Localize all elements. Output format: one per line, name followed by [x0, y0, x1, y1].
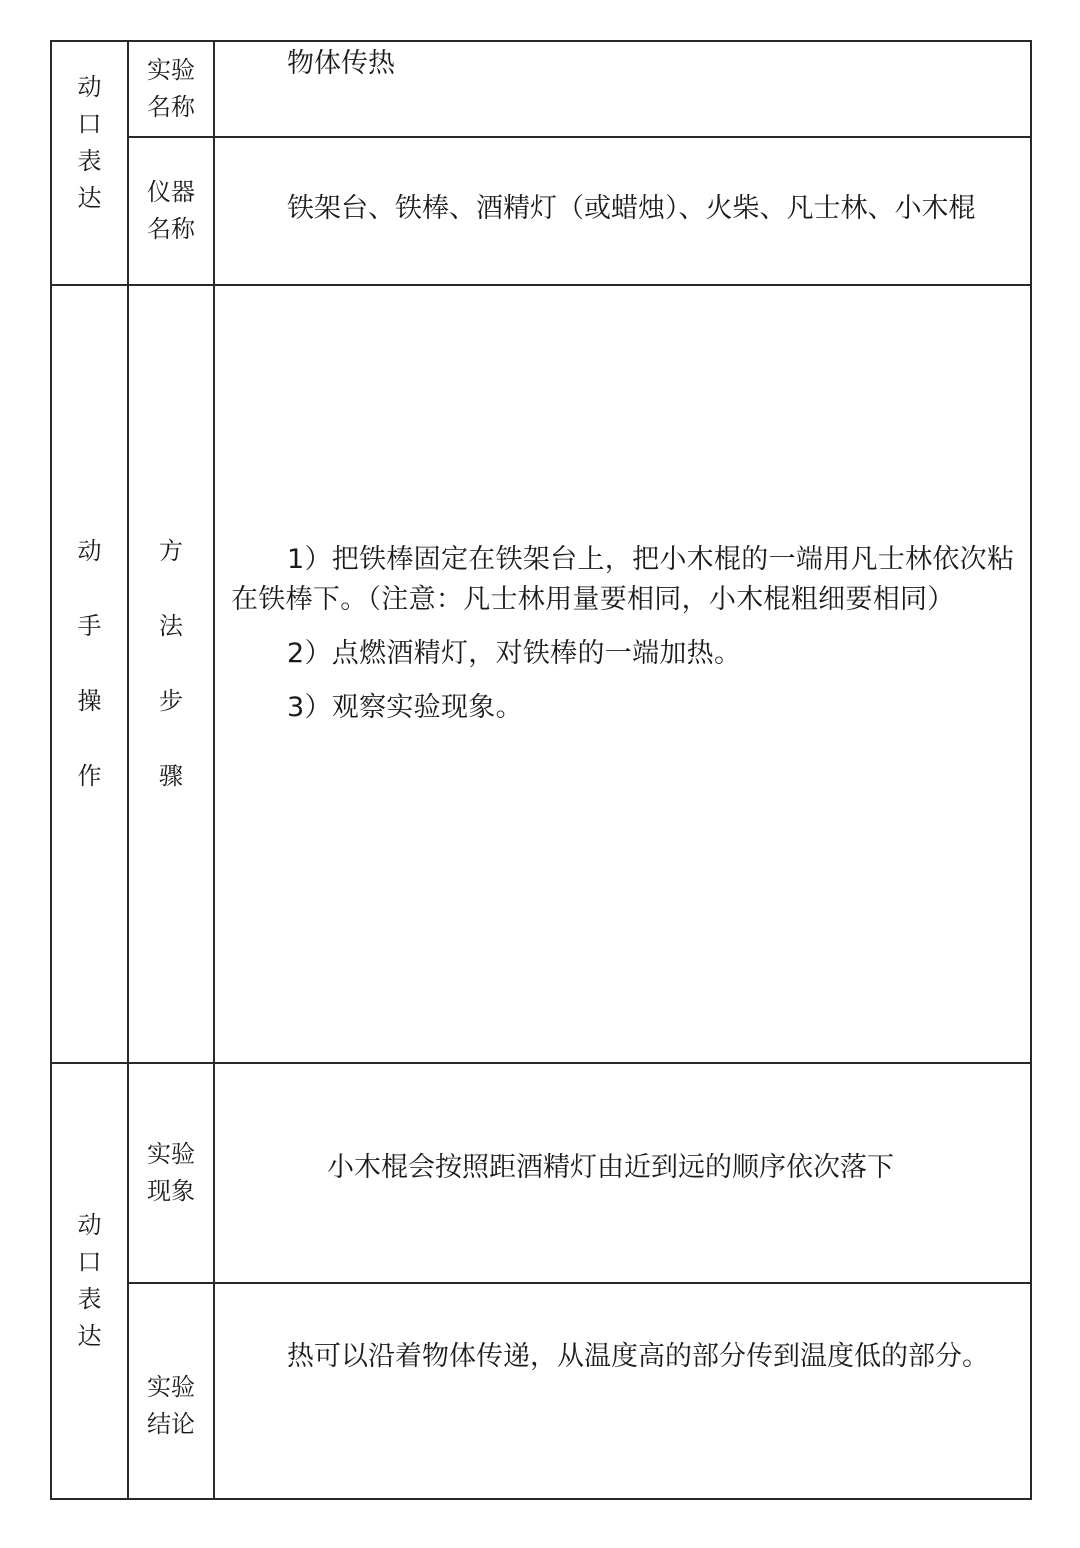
label-line: 仪器 — [147, 178, 195, 206]
value-cell-phenomenon — [214, 1063, 1031, 1283]
label-line: 骤 — [159, 762, 183, 790]
section-char: 口 — [77, 110, 102, 138]
section-oral-top — [51, 41, 128, 285]
label-line: 实验 — [147, 1373, 195, 1401]
phenomenon-value: 小木棍会按照距酒精灯由近到远的顺序依次落下 — [327, 1152, 894, 1183]
section-char: 表 — [77, 1285, 102, 1313]
label-line: 实验 — [147, 56, 195, 84]
label-cell-phenomenon — [128, 1063, 214, 1283]
label-cell-experiment-name — [128, 41, 214, 137]
conclusion-value: 热可以沿着物体传递，从温度高的部分传到温度低的部分。 — [287, 1341, 989, 1372]
label-cell-conclusion — [128, 1283, 214, 1499]
section-char: 手 — [77, 612, 102, 640]
value-cell-method — [214, 285, 1031, 1063]
experiment-name-value: 物体传热 — [287, 48, 395, 79]
row-experiment-name — [51, 41, 1031, 137]
label-line: 名称 — [147, 215, 195, 243]
value-cell-experiment-name — [214, 41, 1031, 137]
section-hands-on — [51, 285, 128, 1063]
label-cell-equipment — [128, 137, 214, 285]
section-char: 表 — [77, 147, 102, 175]
method-step: 3）观察实验现象。 — [287, 692, 523, 723]
section-char: 操 — [77, 687, 102, 715]
row-method — [51, 285, 1031, 1063]
section-char: 口 — [77, 1248, 102, 1276]
method-step: 1）把铁棒固定在铁架台上，把小木棍的一端用凡士林依次粘在铁棒下。（注意：凡士林用量要相同，小木棍粗细要相同） — [231, 544, 1015, 615]
section-oral-bottom — [51, 1063, 128, 1499]
section-char: 作 — [77, 762, 102, 790]
row-equipment — [51, 137, 1031, 285]
label-cell-method — [128, 285, 214, 1063]
experiment-record-sheet — [50, 40, 1030, 1501]
equipment-value: 铁架台、铁棒、酒精灯（或蜡烛）、火柴、凡士林、小木棍 — [287, 193, 976, 224]
label-line: 实验 — [147, 1140, 195, 1168]
label-line: 结论 — [147, 1410, 195, 1438]
row-conclusion — [51, 1283, 1031, 1499]
row-phenomenon — [51, 1063, 1031, 1283]
section-char: 动 — [77, 537, 102, 565]
section-char: 达 — [77, 184, 102, 212]
label-line: 法 — [159, 612, 183, 640]
section-char: 动 — [77, 1211, 102, 1239]
label-line: 方 — [159, 537, 183, 565]
value-cell-conclusion — [214, 1283, 1031, 1499]
label-line: 现象 — [147, 1177, 195, 1205]
section-char: 达 — [77, 1322, 102, 1350]
label-line: 名称 — [147, 93, 195, 121]
section-char: 动 — [77, 73, 102, 101]
method-step: 2）点燃酒精灯，对铁棒的一端加热。 — [287, 638, 742, 669]
label-line: 步 — [159, 687, 183, 715]
experiment-table — [50, 40, 1032, 1500]
value-cell-equipment — [214, 137, 1031, 285]
